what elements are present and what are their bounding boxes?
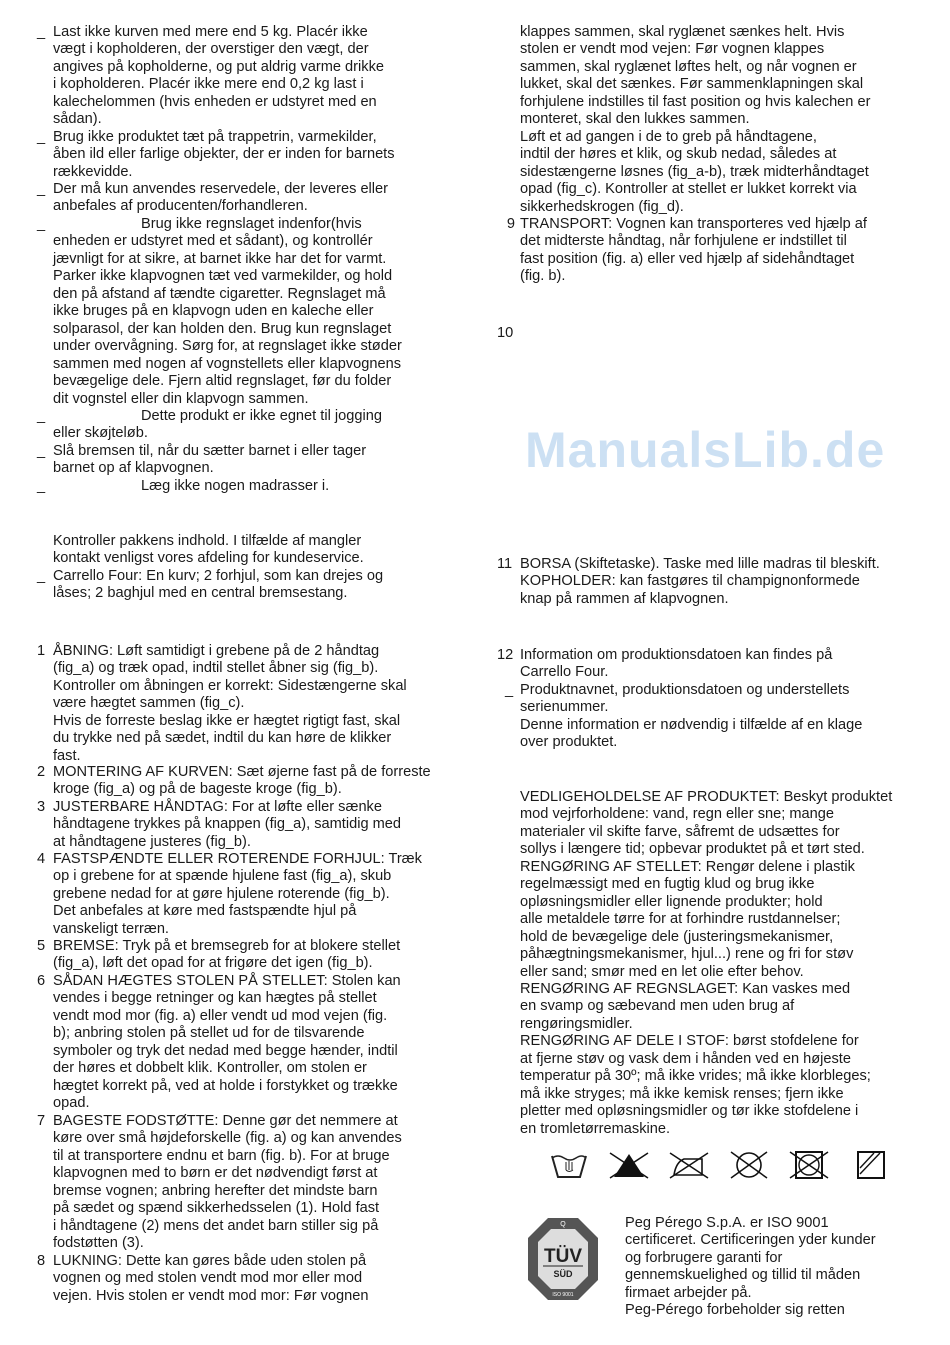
no-dry-clean-icon xyxy=(728,1150,770,1180)
step-handles: JUSTERBARE HÅNDTAG: For at løfte eller sænke håndtagene trykkes på knappen (fig_a), samtidig med at håndtagene justeres (fig_b). xyxy=(53,799,402,850)
warning-load-limit: Last ikke kurven med mere end 5 kg. Placér ikke vægt i kopholderen, der overstiger den vægt, der angives på kopholderne, og put aldrig varme drikke i kopholderen. Placér ikke mere end 0,2 kg last i kalechelommen (hvis enheden er udstyret med en sådan). xyxy=(53,24,384,128)
bullet-marker: _ xyxy=(37,443,46,459)
step-number: 3 xyxy=(37,799,46,815)
bullet-marker: _ xyxy=(37,181,46,197)
warning-spare-parts: Der må kun anvendes reservedele, der leveres eller anbefales af producenten/forhandleren. xyxy=(53,181,389,215)
step-closing: LUKNING: Dette kan gøres både uden stolen på vognen og med stolen vendt mod mor eller mod vejen. Hvis stolen er vendt mod mor: Før vognen xyxy=(53,1253,369,1304)
step-number: 11 xyxy=(497,556,513,572)
step-number: 4 xyxy=(37,851,46,867)
production-info-details: Produktnavnet, produktionsdatoen og understellets serienummer. Denne information er nødvendig i tilfælde af en klage over produktet. xyxy=(520,682,863,751)
step-number: 6 xyxy=(37,973,46,989)
package-contents: Carrello Four: En kurv; 2 forhjul, som kan drejes og låses; 2 baghjul med en central bremsestang. xyxy=(53,568,384,602)
iso-certification-text: Peg Pérego S.p.A. er ISO 9001 certificeret. Certificeringen yder kunder og forbrugere garanti for gennemskuelighed og tillid til måden firmaet arbejder på. Peg-Pérego forbeholder sig retten xyxy=(625,1215,876,1319)
care-symbols xyxy=(548,1150,890,1180)
bullet-marker: _ xyxy=(505,682,514,698)
step-number: 7 xyxy=(37,1113,46,1129)
watermark: ManualsLib.de xyxy=(525,422,886,478)
bullet-marker: _ xyxy=(37,478,46,494)
maintenance-instructions: VEDLIGEHOLDELSE AF PRODUKTET: Beskyt produktet mod vejrforholdene: vand, regn eller sne; mange materialer vil skifte farve, såfremt de udsættes for sollys i længere tid; opbevar produktet på et tørt sted. RENGØRING AF STELLET: Rengør delene i plastik regelmæssigt med en fugtig klud og brug ikke opløsningsmidler eller lignende produkter; hold alle metaldele tørre for at forhindre rustdannelser; hold de bevægelige dele (justeringsmekanismer, påhægtningsmekanismer, hjul...) rene og fri for støv eller sand; smør med en let olie efter behov. RENGØRING AF REGNSLAGET: Kan vaskes med en svamp og sæbevand men uden brug af rengøringsmidler. RENGØRING AF DELE I STOF: børst stofdelene for at fjerne støv og vask dem i hånden ved en højeste temperatur på 30º; må ikke vrides; må ikke klorbleges; må ikke stryges; må ikke kemisk renses; fjern ikke pletter med opløsningsmidler og tør ikke stofdelene i en tromletørremaskine. xyxy=(520,789,893,1137)
step-number: 9 xyxy=(506,216,515,232)
package-contents-intro: Kontroller pakkens indhold. I tilfælde af mangler kontakt venligst vores afdeling for kundeservice. xyxy=(53,533,364,567)
step-number: 2 xyxy=(37,764,46,780)
step-brake: BREMSE: Tryk på et bremsegreb for at blokere stellet (fig_a), løft det opad for at frigøre det igen (fig_b). xyxy=(53,938,401,972)
step-number: 12 xyxy=(497,647,514,663)
bullet-marker: _ xyxy=(37,129,46,145)
svg-text:TÜV: TÜV xyxy=(544,1246,582,1267)
no-tumble-dry-icon xyxy=(788,1150,830,1180)
bullet-marker: _ xyxy=(37,24,46,40)
step-attach-seat: SÅDAN HÆGTES STOLEN PÅ STELLET: Stolen kan vendes i begge retninger og kan hægtes på stellet vendt mod mor (fig. a) eller vendt ud mod vejen (fig. b); anbring stolen på stellet ud for de tilsvarende symboler og tryk det nedad med begge hænder, indtil der høres et dobbelt klik. Kontroller, om stolen er hægtet korrekt på, ved at holde i forstykket og trække opad. xyxy=(53,973,401,1112)
step-opening: ÅBNING: Løft samtidigt i grebene på de 2 håndtag (fig_a) og træk opad, indtil stellet åbner sig (fig_b). Kontroller om åbningen er korrekt: Sidestængerne skal være hægtet sammen (fig_c). Hvis de forreste beslag ikke er hægtet rigtigt fast, skal du trykke ned på sædet, indtil du kan høre de klikker fast. xyxy=(53,643,407,764)
warning-mattress: Læg ikke nogen madrasser i. xyxy=(141,478,330,494)
no-bleach-icon xyxy=(608,1150,650,1180)
step-front-wheels: FASTSPÆNDTE ELLER ROTERENDE FORHJUL: Træk op i grebene for at spænde hjulene fast (fig_a), skub grebene nedad for at gøre hjulene roterende (fig_b). Det anbefales at køre med fastspændte hjul på vanskeligt terræn. xyxy=(53,851,422,937)
bullet-marker: _ xyxy=(37,408,46,424)
step-closing-continued: klappes sammen, skal ryglænet sænkes helt. Hvis stolen er vendt mod vejen: Før vognen klappes sammen, skal ryglænet løftes helt, og når vognen er lukket, skal det sænkes. Før sammenklapningen skal forhjulene indstilles til fast position og hvis kalechen er monteret, skal den lukkes sammen. Løft et ad gangen i de to greb på håndtagene, indtil der høres et klik, og skub nedad, således at sidestængerne løsnes (fig_a-b), træk midterhåndtaget opad (fig_c). Kontroller at stellet er lukket korrekt via sikkerhedskrogen (fig_d). xyxy=(520,24,871,215)
step-bag-cupholder: BORSA (Skiftetaske). Taske med lille madras til bleskift. KOPHOLDER: kan fastgøres til champignonformede knap på rammen af klapvognen. xyxy=(520,556,880,607)
tuv-sud-logo xyxy=(527,1217,599,1301)
step-number: 10 xyxy=(497,325,514,341)
warning-hazards: Brug ikke produktet tæt på trappetrin, varmekilder, åben ild eller farlige objekter, der er inden for barnets rækkevidde. xyxy=(53,129,395,180)
bullet-marker: _ xyxy=(37,568,46,584)
warning-jogging: Dette produkt er ikke egnet til jogging eller skøjteløb. xyxy=(53,408,382,442)
step-basket: MONTERING AF KURVEN: Sæt øjerne fast på de forreste kroge (fig_a) og på de bageste kroge (fig_b). xyxy=(53,764,431,798)
hand-wash-30-icon xyxy=(548,1150,590,1180)
step-number: 1 xyxy=(37,643,46,659)
step-number: 8 xyxy=(37,1253,46,1269)
svg-text:ISO 9001: ISO 9001 xyxy=(552,1292,574,1298)
warning-rain-cover: Brug ikke regnslaget indenfor(hvis enheden er udstyret med et sådant), og kontrollér jævnligt for at sikre, at barnet ikke har det for varmt. Parker ikke klapvognen tæt ved varmekilder, og hold den på afstand af tændte cigaretter. Regnslaget må ikke bruges på en klapvogn uden en kaleche eller solparasol, der kan holden den. Brug kun regnslaget under overvågning. Sørg for, at regnslaget ikke støder sammen med nogen af vognstellets eller klapvognens bevægelige dele. Fjern altid regnslaget, før du folder dit vognstel eller din klapvogn sammen. xyxy=(53,216,402,407)
step-transport: TRANSPORT: Vognen kan transporteres ved hjælp af det midterste håndtag, når forhjulene er indstillet til fast position (fig. a) eller ved hjælp af sidehåndtaget (fig. b). xyxy=(520,216,867,285)
dry-flat-icon xyxy=(848,1150,890,1180)
svg-text:Q: Q xyxy=(560,1221,566,1228)
step-production-info: Information om produktionsdatoen kan findes på Carrello Four. xyxy=(520,647,833,681)
svg-text:SÜD: SÜD xyxy=(553,1269,573,1279)
step-footrest: BAGESTE FODSTØTTE: Denne gør det nemmere at køre over små højdeforskelle (fig. a) og kan anvendes til at transportere endnu et barn (fig. b). For at bruge klapvognen med to børn er det nødvendigt først at bremse vognen; anbring herefter det mindste barn på sædet og spænd sikkerhedsselen (1). Hold fast i håndtagene (2) mens det andet barn stiller sig på fodstøtten (3). xyxy=(53,1113,402,1252)
warning-brake: Slå bremsen til, når du sætter barnet i eller tager barnet op af klapvognen. xyxy=(53,443,367,477)
bullet-marker: _ xyxy=(37,216,46,232)
no-iron-icon xyxy=(668,1150,710,1180)
step-number: 5 xyxy=(37,938,46,954)
